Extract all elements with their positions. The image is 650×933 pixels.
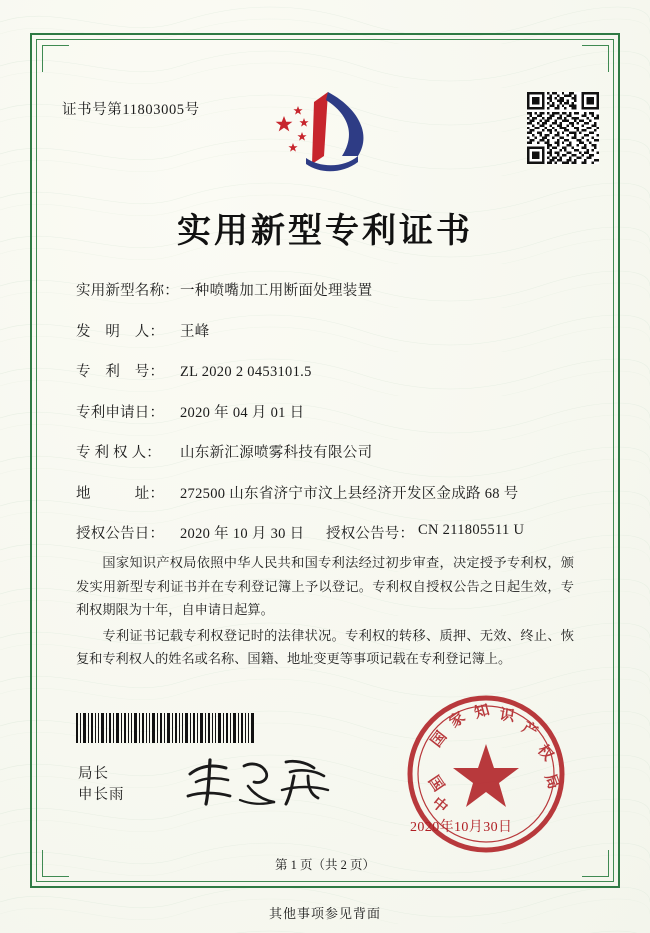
field-label: 专利申请日： [76, 404, 165, 421]
field-value-grant-number: CN 211805511 U [418, 522, 525, 538]
svg-text:识: 识 [498, 705, 516, 726]
field-label-grant-date: 授权公告日： [76, 526, 165, 542]
field-value: 2020 年 04 月 01 日 [180, 404, 305, 421]
handwritten-signature [182, 752, 342, 812]
corner-ornament-top-left [42, 45, 69, 72]
field-value: 王峰 [180, 323, 210, 340]
director-block [78, 764, 125, 806]
field-row-application-date [76, 401, 576, 422]
footnote: 其他事项参见背面 [268, 906, 381, 921]
legal-text-block [76, 551, 574, 673]
field-label: 专 利 权 人： [76, 445, 161, 461]
field-label: 地 址： [76, 485, 165, 502]
legal-paragraph-2: 专利证书记载专利权登记时的法律状况。专利权的转移、质押、无效、终止、恢复和专利权人的姓名或名称、国籍、地址变更等事项记载在专利登记簿上。 [76, 627, 574, 666]
field-list [76, 279, 576, 563]
field-value: 山东新汇源喷雾科技有限公司 [180, 445, 373, 461]
svg-text:产: 产 [519, 717, 542, 741]
director-name: 申长雨 [78, 787, 125, 804]
seal-date: 2020年10月30日 [410, 820, 513, 835]
field-row-grant-announcement [76, 522, 576, 543]
svg-text:局: 局 [541, 771, 564, 792]
field-value-grant-date: 2020 年 10 月 30 日 [180, 526, 305, 542]
field-row-inventor [76, 320, 576, 341]
qr-code [527, 92, 599, 164]
field-row-patentee [76, 441, 576, 462]
svg-text:权: 权 [533, 741, 558, 765]
svg-text:知: 知 [472, 700, 492, 722]
page-title: 实用新型专利证书 [177, 211, 473, 251]
field-label: 专 利 号： [76, 364, 165, 380]
svg-text:家: 家 [445, 707, 469, 732]
svg-text:中: 中 [428, 793, 452, 817]
field-row-address [76, 482, 576, 503]
legal-paragraph-1: 国家知识产权局依照中华人民共和国专利法经过初步审查，决定授予专利权，颁发实用新型专利证书并在专利登记簿上予以登记。专利权自授权公告之日起生效，专利权期限为十年，自申请日起算。 [76, 555, 574, 617]
field-label-grant-number: 授权公告号： [326, 526, 415, 542]
field-value: 一种喷嘴加工用断面处理装置 [180, 283, 373, 299]
field-row-patent-number [76, 360, 576, 381]
page-number: 第 1 页（共 2 页） [274, 858, 375, 872]
field-label: 发 明 人： [76, 323, 165, 340]
svg-text:国: 国 [424, 772, 449, 795]
director-label: 局长 [78, 766, 109, 782]
barcode [76, 713, 256, 743]
field-label: 实用新型名称： [76, 283, 179, 299]
svg-text:国: 国 [426, 727, 451, 751]
certificate-number: 证书号第11803005号 [62, 102, 200, 118]
field-value: ZL 2020 2 0453101.5 [180, 364, 312, 380]
field-row-utility-model-name [76, 279, 576, 300]
corner-ornament-top-right [582, 45, 609, 72]
cnipa-logo [262, 86, 392, 178]
field-value: 272500 山东省济宁市汶上县经济开发区金成路 68 号 [180, 485, 519, 502]
